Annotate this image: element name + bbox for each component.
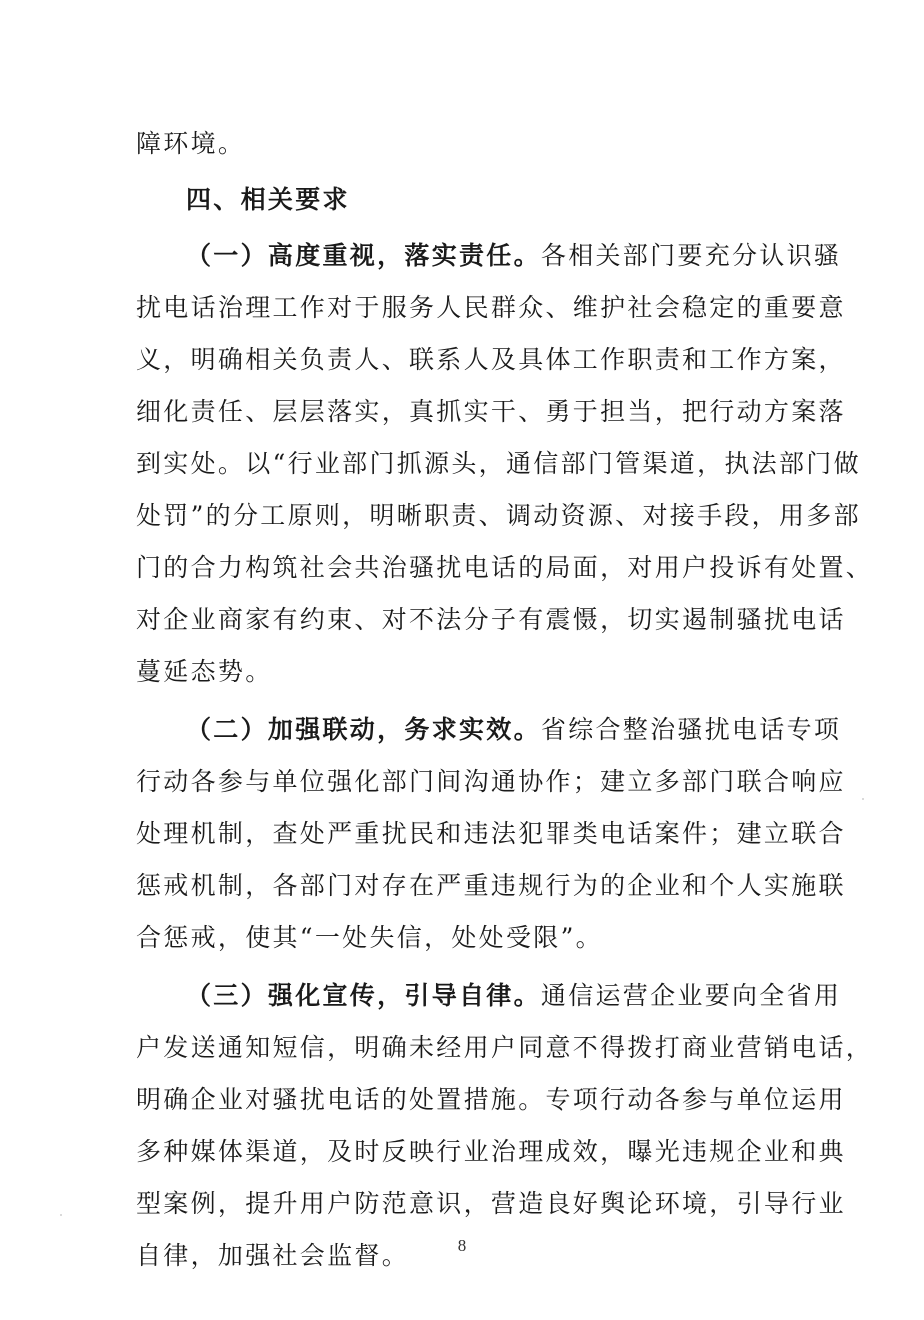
paragraph-first-line: [136, 970, 842, 1022]
paragraph-line: 惩戒机制，各部门对存在严重违规行为的企业和个人实施联: [136, 871, 846, 900]
paragraph-line: 处理机制，查处严重扰民和违法犯罪类电话案件；建立联合: [136, 819, 846, 848]
paragraph-line: 型案例，提升用户防范意识，营造良好舆论环境，引导行业: [136, 1189, 846, 1218]
continuation-line: 障环境。: [136, 129, 246, 158]
paragraph-text: 通信运营企业要向全省用: [540, 981, 842, 1010]
paragraph-line: 处罚”的分工原则，明晰职责、调动资源、对接手段，用多部: [136, 501, 861, 530]
paragraph-2: [136, 704, 846, 964]
scan-speck: [862, 798, 864, 800]
paragraph-line: 扰电话治理工作对于服务人民群众、维护社会稳定的重要意: [136, 293, 846, 322]
paragraph-text: 省综合整治骚扰电话专项: [540, 715, 842, 744]
paragraph-line: 门的合力构筑社会共治骚扰电话的局面，对用户投诉有处置、: [136, 553, 874, 582]
paragraph-line: 明确企业对骚扰电话的处置措施。专项行动各参与单位运用: [136, 1085, 846, 1114]
page-number: 8: [457, 1236, 467, 1255]
section-heading: 四、相关要求: [186, 185, 350, 214]
paragraph-line: 对企业商家有约束、对不法分子有震慑，切实遏制骚扰电话: [136, 605, 846, 634]
paragraph-line: 户发送通知短信，明确未经用户同意不得拨打商业营销电话，: [136, 1033, 874, 1062]
paragraph-1: [136, 230, 874, 698]
paragraph-line: 细化责任、层层落实，真抓实干、勇于担当，把行动方案落: [136, 397, 846, 426]
paragraph-text: 各相关部门要充分认识骚: [540, 241, 842, 270]
paragraph-line: 自律，加强社会监督。: [136, 1241, 410, 1270]
paragraph-line: 行动各参与单位强化部门间沟通协作；建立多部门联合响应: [136, 767, 846, 796]
paragraph-line: 多种媒体渠道，及时反映行业治理成效，曝光违规企业和典: [136, 1137, 846, 1166]
paragraph-line: 义，明确相关负责人、联系人及具体工作职责和工作方案，: [136, 345, 846, 374]
paragraph-line: 到实处。以“行业部门抓源头，通信部门管渠道，执法部门做: [136, 449, 861, 478]
scan-speck: [60, 1214, 62, 1216]
paragraph-lead: （二）加强联动，务求实效。: [186, 715, 541, 744]
paragraph-line: 合惩戒，使其“一处失信，处处受限”。: [136, 923, 603, 952]
paragraph-first-line: [136, 704, 842, 756]
paragraph-line: 蔓延态势。: [136, 657, 273, 686]
paragraph-first-line: [136, 230, 842, 282]
paragraph-lead: （一）高度重视，落实责任。: [186, 241, 541, 270]
body-text: [136, 118, 874, 1282]
paragraph-lead: （三）强化宣传，引导自律。: [186, 981, 541, 1010]
